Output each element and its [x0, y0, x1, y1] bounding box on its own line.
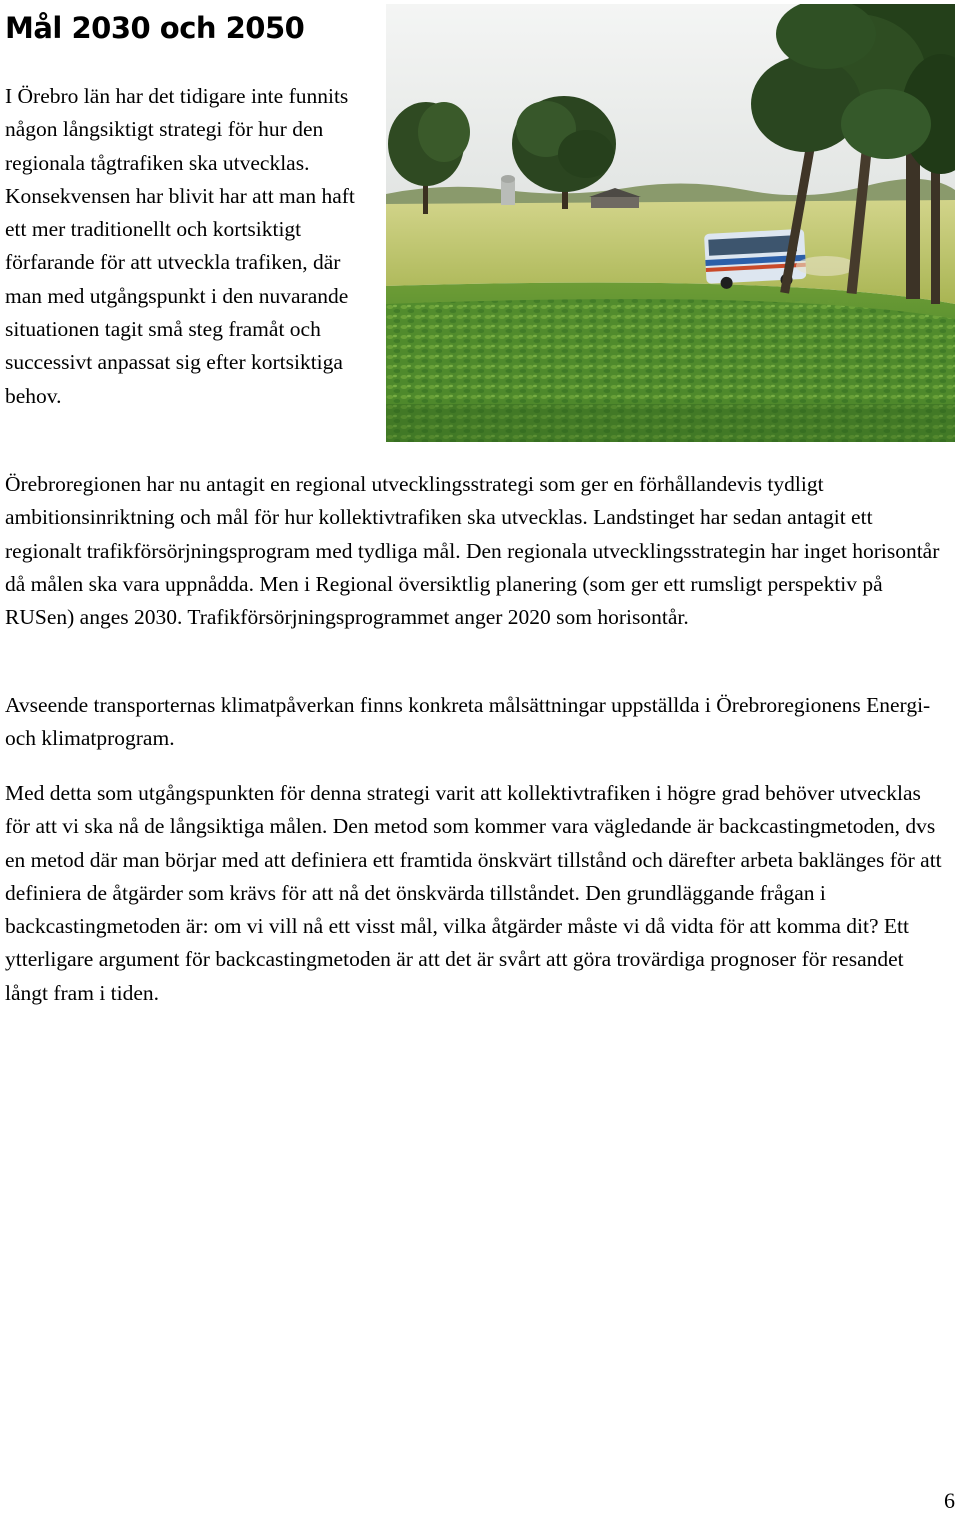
page-number: 6	[944, 1488, 955, 1513]
backcasting-paragraph: Med detta som utgångspunkten för denna strategi varit att kollektivtrafiken i högre grad behöver utvecklas för att vi ska nå de långsiktiga målen. Den metod som kommer vara vägledande är backcastingmetoden, dvs en metod där man börjar med att definiera ett framtida önskvärt tillstånd och därefter arbeta baklänges för att definiera de åtgärder som krävs för att nå det önskvärda tillståndet. Den grundläggande frågan i backcastingmetoden är: om vi vill nå ett visst mål, vilka åtgärder måste vi då vidta för att komma dit? Ett ytterligare argument för backcastingmetoden är att det är svårt att göra trovärdiga prognoser för resandet långt fram i tiden.	[5, 781, 942, 1005]
bus-in-field-photo	[386, 4, 955, 442]
climate-paragraph: Avseende transporternas klimatpåverkan finns konkreta målsättningar uppställda i Örebroregionens Energi- och klimatprogram.	[5, 693, 931, 751]
strategy-paragraph: Örebroregionen har nu antagit en regional utvecklingsstrategi som ger en förhållandevis tydligt ambitionsinriktning och mål för hur kollektivtrafiken ska utvecklas. Landstinget har sedan antagit ett regionalt trafikförsörjningsprogram med tydliga mål. Den regionala utvecklingsstrategin har inget horisontår då målen ska vara uppnådda. Men i Regional översiktlig planering (som ger ett rumsligt perspektiv på RUSen) anges 2030. Trafikförsörjningsprogrammet anger 2020 som horisontår.	[5, 472, 940, 630]
intro-paragraph: I Örebro län har det tidigare inte funnits någon långsiktigt strategi för hur den regionala tågtrafiken ska utvecklas. Konsekvensen har blivit har att man haft ett mer traditionellt och kortsiktigt förfarande för att utveckla trafiken, där man med utgångspunkt i den nuvarande situationen tagit små steg framåt och successivt anpassat sig efter kortsiktiga behov.	[5, 84, 355, 408]
page-heading: Mål 2030 och 2050	[5, 11, 305, 45]
